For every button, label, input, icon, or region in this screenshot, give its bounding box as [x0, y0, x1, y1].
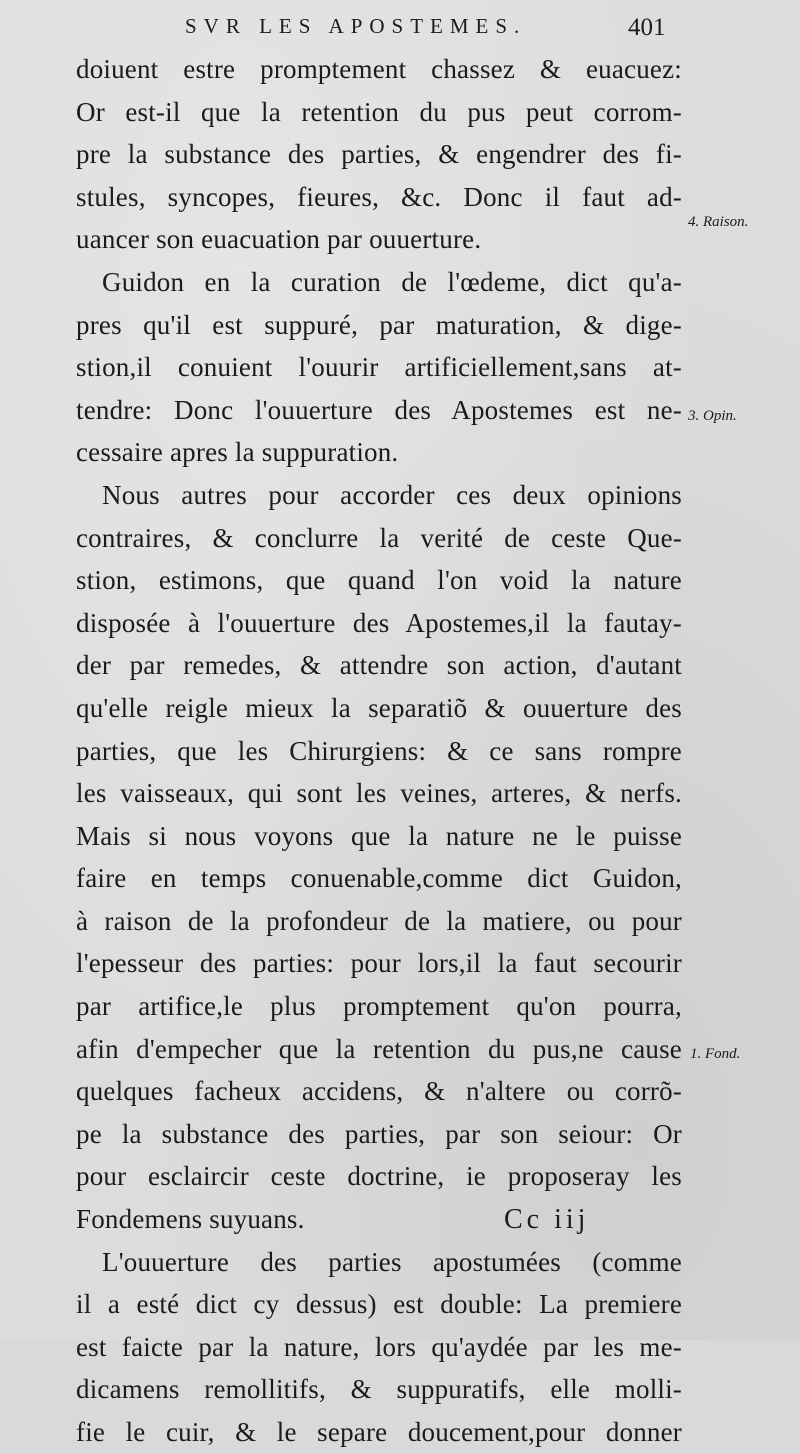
text-line: stules, syncopes, fieures, &c. Donc il faut ad-	[76, 181, 682, 212]
text-line: Fondemens suyuans.	[76, 1204, 305, 1235]
text-line: der par remedes, & attendre son action, d'autant	[76, 650, 682, 681]
text-line: Or est-il que la retention du pus peut corrom-	[76, 96, 682, 127]
text-line: dicamens remollitifs, & suppuratifs, elle molli-	[76, 1374, 682, 1405]
text-line: tendre: Donc l'ouuerture des Apostemes est ne-	[76, 394, 682, 425]
text-line: est faicte par la nature, lors qu'aydée par les me-	[76, 1331, 682, 1362]
page-number: 401	[628, 14, 666, 41]
text-line: cessaire apres la suppuration.	[76, 437, 399, 468]
text-line: pres qu'il est suppuré, par maturation, & dige-	[76, 309, 682, 340]
text-line: pre la substance des parties, & engendrer des fi-	[76, 139, 682, 170]
running-title: SVR LES APOSTEMES.	[185, 14, 527, 38]
text-line: faire en temps conuenable,comme dict Guidon,	[76, 863, 682, 894]
text-line: à raison de la profondeur de la matiere, ou pour	[76, 905, 682, 936]
text-line: doiuent estre promptement chassez & euacuez:	[76, 54, 682, 84]
text-line: parties, que les Chirurgiens: & ce sans rompre	[76, 735, 682, 766]
text-line: contraires, & conclurre la verité de ceste Que-	[76, 522, 682, 553]
text-line: Nous autres pour accorder ces deux opinions	[102, 479, 682, 510]
text-line: les vaisseaux, qui sont les veines, arteres, & nerfs.	[76, 778, 682, 809]
text-line: il a esté dict cy dessus) est double: La premiere	[76, 1289, 682, 1320]
text-line: qu'elle reigle mieux la separatiõ & ouuerture des	[76, 692, 682, 723]
margin-note-opinion: 3. Opin.	[688, 408, 737, 424]
body-text	[76, 48, 682, 1454]
text-line: afin d'empecher que la retention du pus,ne cause	[76, 1033, 682, 1064]
text-line: Guidon en la curation de l'œdeme, dict qu'a-	[102, 266, 682, 297]
text-line: Mais si nous voyons que la nature ne le puisse	[76, 820, 682, 851]
margin-note-fondement: 1. Fond.	[690, 1046, 741, 1062]
text-line: l'epesseur des parties: pour lors,il la faut secourir	[76, 948, 682, 979]
text-line: L'ouuerture des parties apostumées (comme	[102, 1246, 682, 1277]
margin-note-raison: 4. Raison.	[688, 214, 749, 230]
text-line: pour esclaircir ceste doctrine, ie proposeray les	[76, 1161, 682, 1192]
text-line: uancer son euacuation par ouuerture.	[76, 224, 482, 255]
signature-mark: Cc iij	[504, 1204, 590, 1235]
text-line: stion, estimons, que quand l'on void la nature	[76, 565, 682, 596]
text-line: fie le cuir, & le separe doucement,pour donner	[76, 1417, 682, 1447]
text-line: disposée à l'ouuerture des Apostemes,il la fautay-	[76, 607, 682, 638]
text-line: quelques facheux accidens, & n'altere ou corrõ-	[76, 1076, 682, 1107]
text-line: stion,il conuient l'ouurir artificiellement,sans at-	[76, 352, 682, 383]
text-line: par artifice,le plus promptement qu'on pourra,	[76, 991, 682, 1022]
text-line: pe la substance des parties, par son seiour: Or	[76, 1118, 682, 1149]
